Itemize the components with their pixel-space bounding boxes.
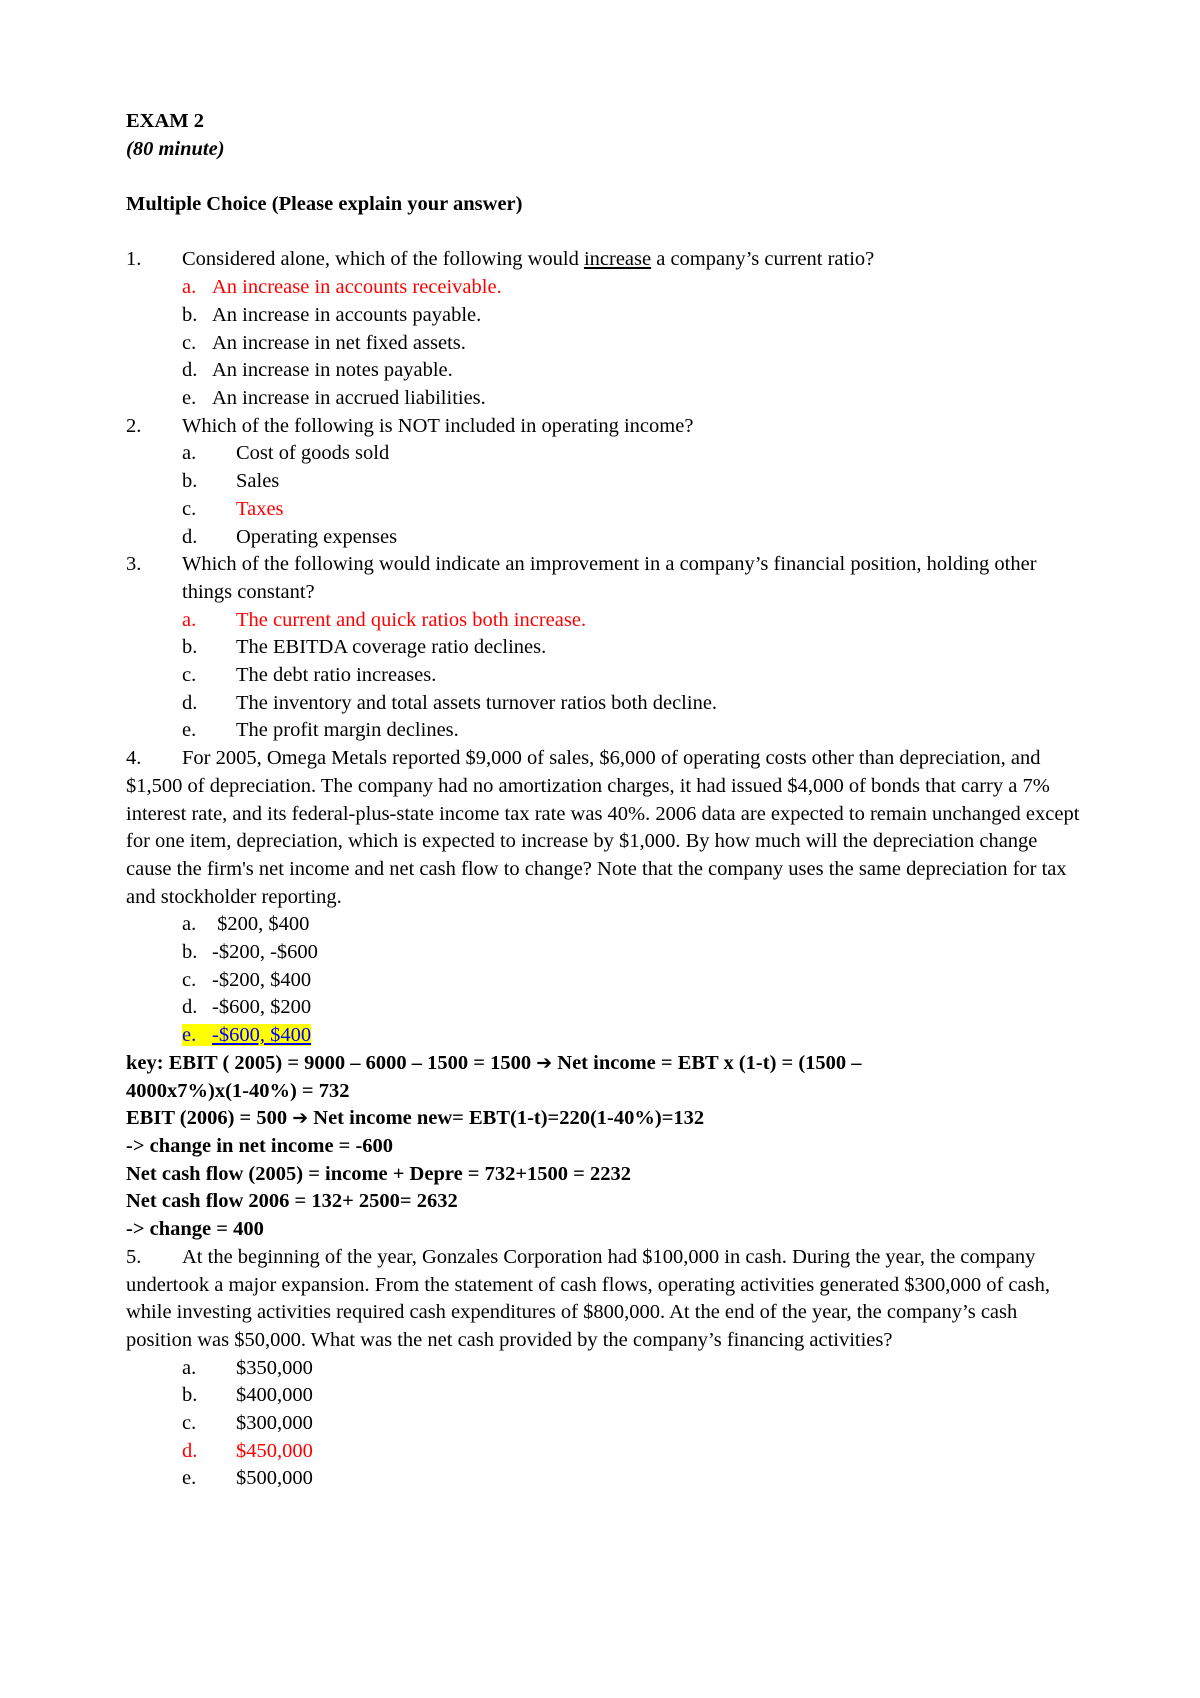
q1-option-c: c. An increase in net fixed assets. <box>182 331 466 354</box>
q5-option-d-answer: d. $450,000 <box>182 1439 313 1462</box>
q5-option-c: c. $300,000 <box>182 1412 313 1435</box>
q3-option-d: d. The inventory and total assets turnover ratios both decline. <box>182 691 718 714</box>
question-text: Which of the following would indicate an improvement in a company’s financial position, holding other things constant? <box>182 553 1037 603</box>
q4-option-a: a. $200, $400 <box>182 913 310 936</box>
question-number: 2. <box>126 414 142 437</box>
answer-key-line: Net cash flow 2006 = 132+ 2500= 2632 <box>126 1190 458 1213</box>
q1-option-b: b. An increase in accounts payable. <box>182 303 482 326</box>
q5-option-a: a. $350,000 <box>182 1356 313 1379</box>
spacer <box>126 163 1086 191</box>
answer-key-line: -> change in net income = -600 <box>126 1134 394 1157</box>
question-text: Considered alone, which of the following would <box>182 248 584 271</box>
q5-option-e: e. $500,000 <box>182 1467 313 1490</box>
question-number: 5. <box>126 1245 142 1268</box>
answer-key-line: -> change = 400 <box>126 1218 264 1241</box>
question-number: 4. <box>126 747 142 770</box>
question-text: At the beginning of the year, Gonzales Corporation had $100,000 in cash. During the year, the company undertook a major expansion. From the statement of cash flows, operating activities generated $300,000 of cash, while investing activities required cash expenditures of $800,000. At the end of the year, the company’s cash position was $50,000. What was the net cash provided by the company’s financing activities? <box>126 1245 1050 1351</box>
question-1 <box>126 246 1086 274</box>
answer-key-line: EBIT (2006) = 500 ➔ Net income new= EBT(1-t)=220(1-40%)=132 <box>126 1107 705 1130</box>
q4-option-c: c. -$200, $400 <box>182 968 312 991</box>
question-text: For 2005, Omega Metals reported $9,000 of sales, $6,000 of operating costs other than depreciation, and $1,500 of depreciation. The company had no amortization charges, it had issued $4,000 of bonds that carry a 7% interest rate, and its federal-plus-state income tax rate was 40%. 2006 data are expected to remain unchanged except for one item, depreciation, which is expected to increase by $1,000. By how much will the depreciation change cause the firm's net income and net cash flow to change? Note that the company uses the same depreciation for tax and stockholder reporting. <box>126 747 1080 908</box>
q1-option-e: e. An increase in accrued liabilities. <box>182 387 486 409</box>
q1-option-d: d. An increase in notes payable. <box>182 359 453 382</box>
q3-option-a-answer: a. The current and quick ratios both increase. <box>182 608 587 631</box>
exam-document <box>126 108 1086 1493</box>
question-number: 1. <box>126 248 142 271</box>
answer-key-line: 4000x7%)x(1-40%) = 732 <box>126 1079 350 1102</box>
q2-option-c-answer: c. Taxes <box>182 497 284 520</box>
spacer <box>126 219 1086 247</box>
question-5 <box>126 1244 1086 1355</box>
q3-option-e: e. The profit margin declines. <box>182 719 459 742</box>
question-text: Which of the following is NOT included in operating income? <box>182 414 694 437</box>
q2-option-d: d. Operating expenses <box>182 525 398 548</box>
q4-option-b: b. -$200, -$600 <box>182 941 318 964</box>
section-heading: Multiple Choice (Please explain your answer) <box>126 193 523 216</box>
q3-option-b: b. The EBITDA coverage ratio declines. <box>182 636 547 659</box>
question-number: 3. <box>126 553 142 576</box>
question-4 <box>126 745 1086 911</box>
question-text: a company’s current ratio? <box>651 248 875 271</box>
arrow-icon: ➔ <box>536 1051 553 1074</box>
question-2 <box>126 413 1086 441</box>
q2-option-b: b. Sales <box>182 470 280 493</box>
answer-key-line: key: EBIT ( 2005) = 9000 – 6000 – 1500 = 1500 ➔ Net income = EBT x (1-t) = (1500 – <box>126 1051 862 1074</box>
q5-option-b: b. $400,000 <box>182 1384 313 1407</box>
q4-option-e-answer: e. -$600, $400 <box>182 1024 312 1047</box>
q4-option-d: d. -$600, $200 <box>182 996 312 1019</box>
exam-duration: (80 minute) <box>126 137 225 160</box>
answer-key-line: Net cash flow (2005) = income + Depre = 732+1500 = 2232 <box>126 1162 631 1185</box>
q2-option-a: a. Cost of goods sold <box>182 442 390 465</box>
exam-title: EXAM 2 <box>126 110 205 132</box>
arrow-icon: ➔ <box>292 1107 309 1130</box>
q3-option-c: c. The debt ratio increases. <box>182 664 437 687</box>
question-3 <box>126 551 1086 606</box>
q1-option-a-answer: a. An increase in accounts receivable. <box>182 276 502 299</box>
question-text-underlined: increase <box>583 248 652 271</box>
